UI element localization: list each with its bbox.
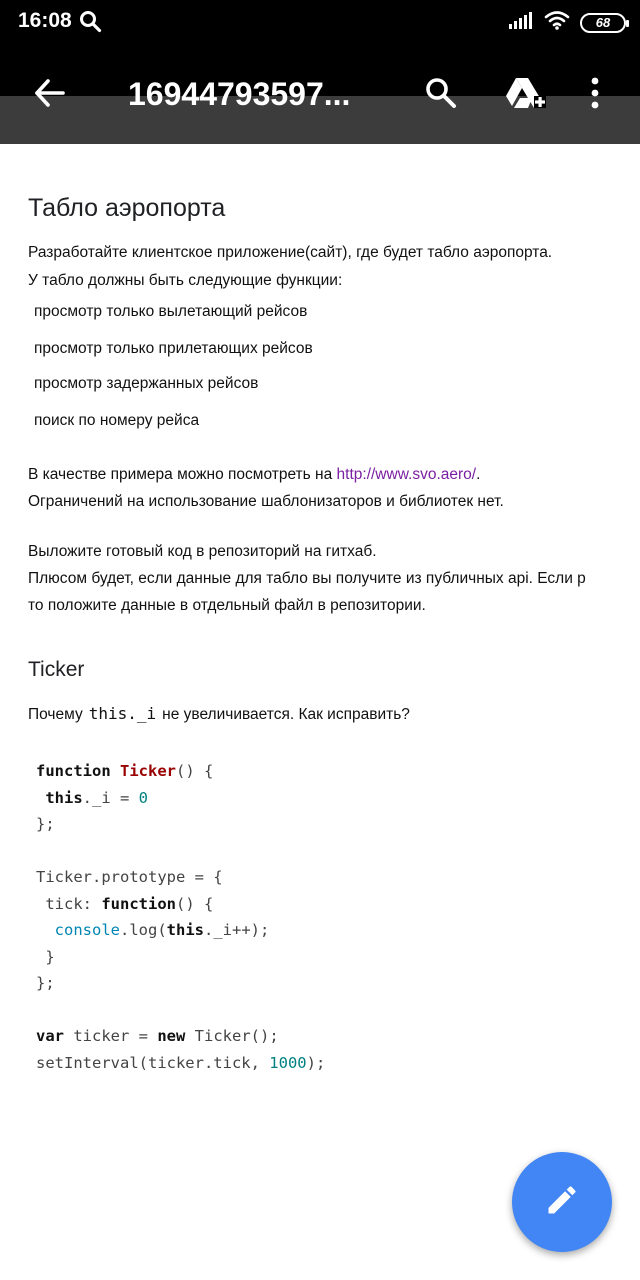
paragraph-line: Ограничений на использование шаблонизаторов и библиотек нет.	[28, 493, 504, 510]
code-token: ._i =	[82, 788, 139, 807]
code-token: function	[36, 762, 111, 780]
list-item: просмотр только вылетающий рейсов	[34, 303, 308, 320]
svo-link[interactable]: http://www.svo.aero/	[336, 466, 477, 483]
code-token: 0	[138, 788, 149, 807]
code-token: ticker =	[64, 1027, 158, 1045]
text-segment: В качестве примера можно посмотреть на	[28, 466, 337, 483]
code-token: this	[45, 788, 83, 807]
list-item: просмотр задержанных рейсов	[34, 375, 259, 392]
edit-pencil-icon	[544, 1182, 580, 1223]
paragraph-line: то положите данные в отдельный файл в репозитории.	[28, 597, 426, 614]
code-token: .log(	[120, 921, 167, 939]
text-segment: .	[476, 466, 481, 483]
edit-button[interactable]	[512, 1152, 612, 1252]
code-token: );	[306, 1053, 326, 1072]
code-token: console	[54, 921, 120, 939]
battery-level: 68	[595, 15, 611, 30]
code-token: };	[36, 815, 55, 833]
list-item: поиск по номеру рейса	[34, 412, 200, 429]
wifi-icon	[544, 10, 570, 35]
paragraph-line	[28, 466, 480, 484]
code-token: new	[157, 1027, 186, 1045]
search-icon	[78, 9, 102, 38]
inline-code: this._i	[88, 704, 157, 723]
code-token: Ticker.prototype = {	[36, 868, 223, 886]
code-token: ._i++);	[204, 921, 270, 939]
battery-indicator	[580, 13, 626, 33]
code-block	[36, 758, 325, 1076]
code-token: Ticker();	[185, 1027, 279, 1045]
heading-ticker: Ticker	[28, 658, 85, 681]
more-vert-icon[interactable]	[588, 76, 602, 115]
heading-airport-board: Табло аэропорта	[28, 194, 226, 222]
code-token: () {	[176, 762, 214, 780]
code-token: Ticker	[120, 762, 176, 780]
code-token: 1000	[269, 1053, 307, 1072]
google-drive-add-icon[interactable]	[504, 76, 546, 117]
list-item: просмотр только прилетающих рейсов	[34, 340, 313, 357]
paragraph-line: Выложите готовый код в репозиторий на гитхаб.	[28, 543, 377, 560]
code-token: () {	[176, 894, 214, 913]
signal-icon	[508, 10, 534, 35]
app-toolbar	[0, 44, 640, 144]
code-token: function	[101, 894, 176, 913]
document-title: 16944793597...	[128, 76, 351, 112]
code-token: }	[45, 947, 55, 966]
status-bar	[0, 0, 640, 44]
code-token: };	[36, 974, 55, 992]
status-time: 16:08	[18, 9, 72, 32]
code-token: this	[166, 921, 204, 939]
code-token: var	[36, 1027, 64, 1045]
document-content	[0, 144, 640, 1280]
code-token: tick:	[45, 894, 102, 913]
arrow-back-icon[interactable]	[32, 76, 66, 115]
text-segment: не увеличивается. Как исправить?	[162, 706, 410, 723]
paragraph-line: У табло должны быть следующие функции:	[28, 272, 343, 289]
search-icon[interactable]	[424, 76, 458, 115]
text-segment: Почему	[28, 706, 83, 723]
code-token: setInterval(ticker.tick,	[36, 1053, 270, 1072]
paragraph-line: Разработайте клиентское приложение(сайт), где будет табло аэропорта.	[28, 244, 553, 261]
paragraph-line: Плюсом будет, если данные для табло вы получите из публичных api. Если р	[28, 570, 586, 587]
question-line	[28, 704, 410, 724]
